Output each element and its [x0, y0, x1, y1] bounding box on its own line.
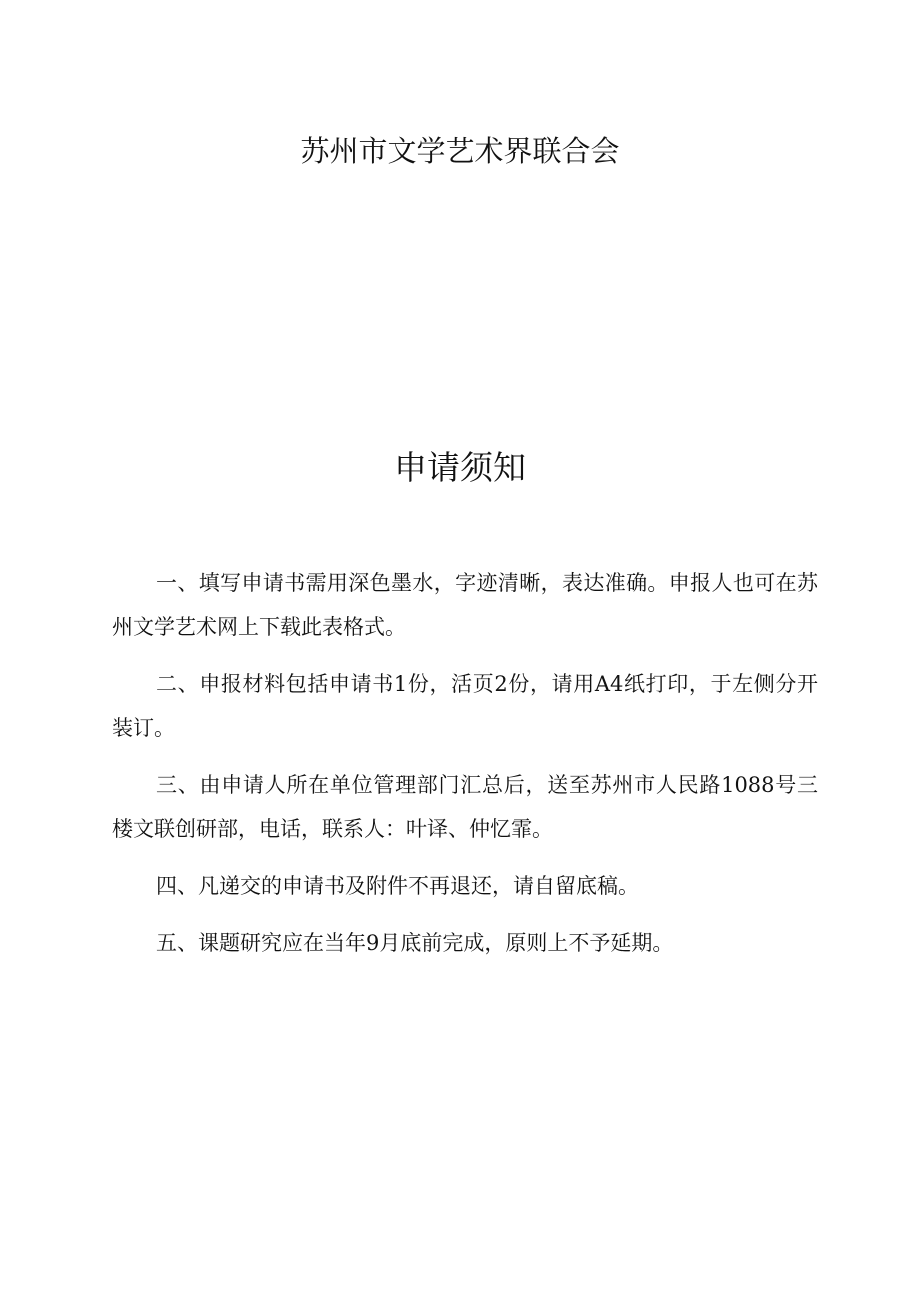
- notice-item-4: 四、凡递交的申请书及附件不再退还，请自留底稿。: [156, 874, 639, 898]
- notice-item-5: 五、课题研究应在当年9月底前完成，原则上不予延期。: [156, 931, 674, 955]
- notice-item-3: 三、由申请人所在单位管理部门汇总后，送至苏州市人民路1088号三楼文联创研部，电话，联系人：叶译、仲忆霏。: [112, 773, 818, 841]
- notice-list: [112, 561, 818, 978]
- notice-item-2: 二、申报材料包括申请书1份，活页2份，请用A4纸打印，于左侧分开装订。: [112, 672, 818, 740]
- notice-item-1: 一、填写申请书需用深色墨水，字迹清晰，表达准确。申报人也可在苏州文学艺术网上下载此表格式。: [112, 571, 818, 639]
- organization-title: 苏州市文学艺术界联合会: [300, 134, 620, 168]
- notice-title: 申请须知: [394, 448, 526, 487]
